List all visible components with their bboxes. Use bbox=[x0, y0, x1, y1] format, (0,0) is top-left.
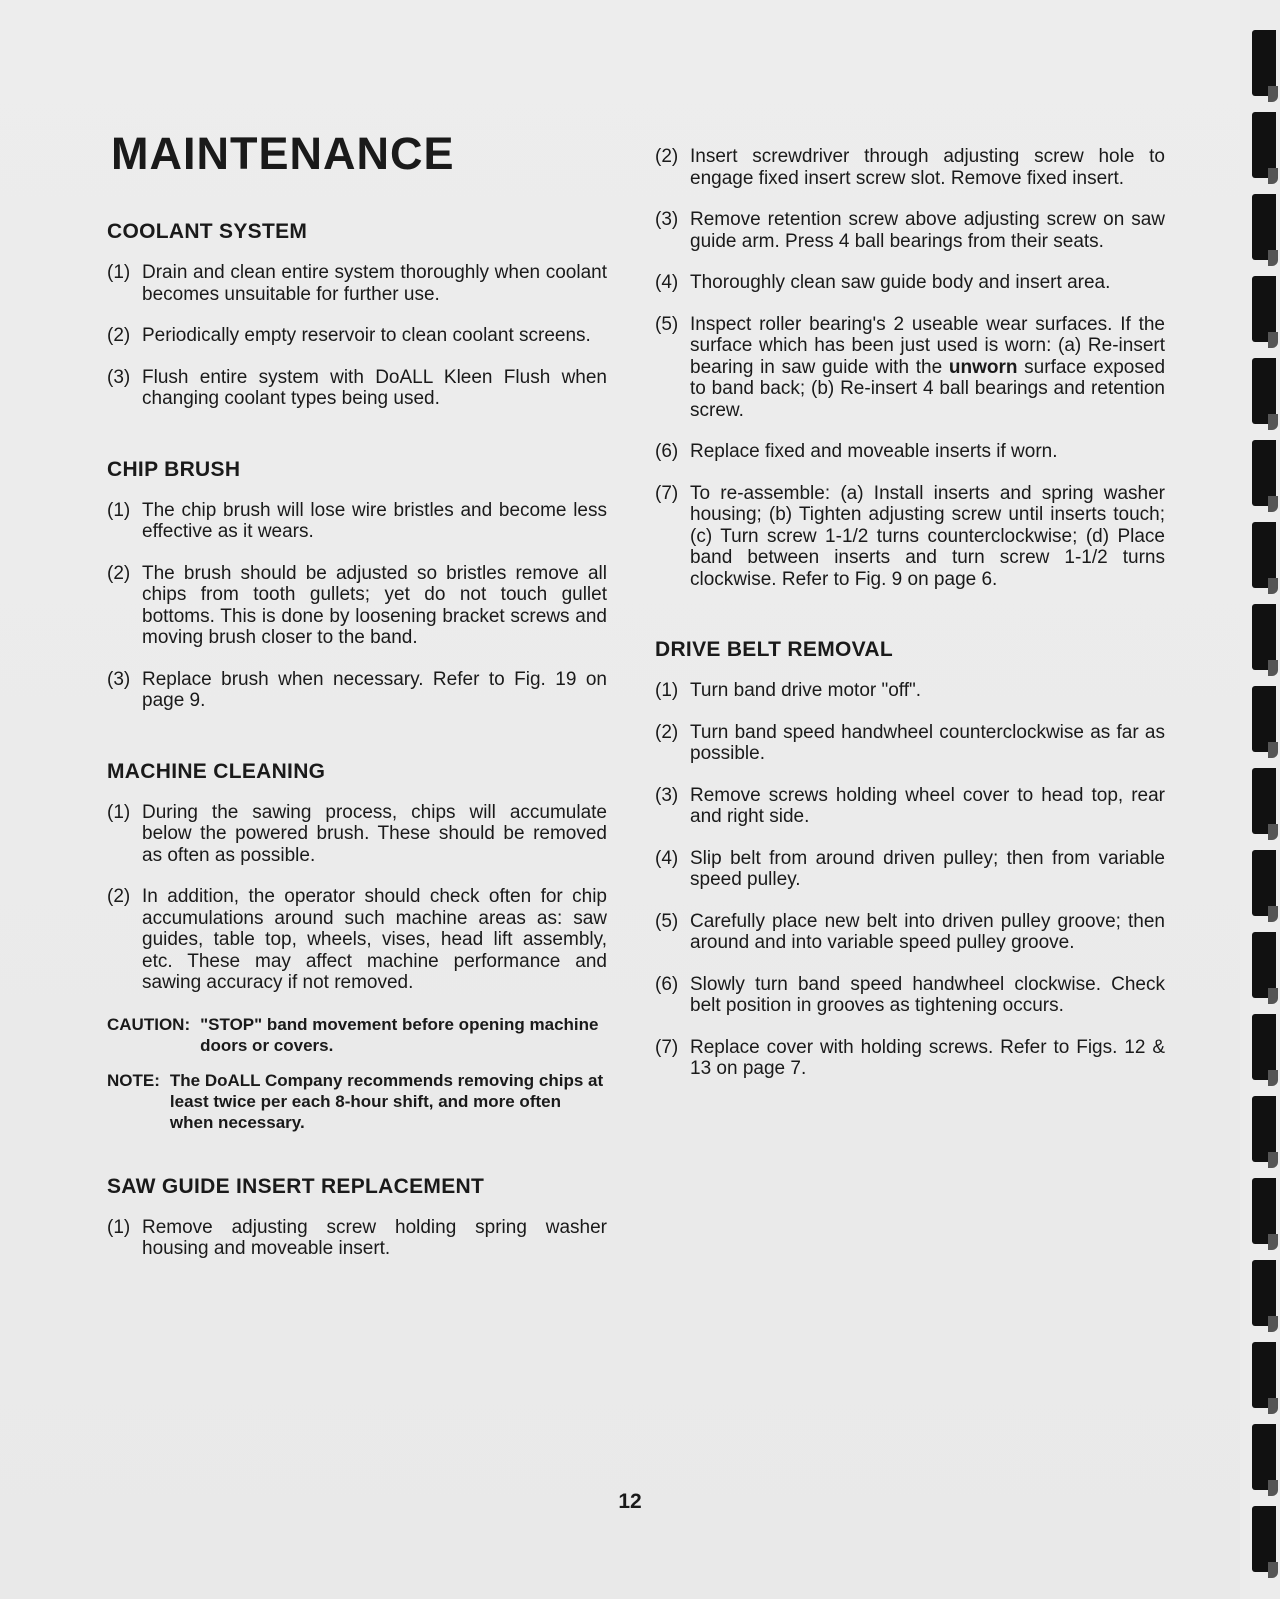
item-number: (6) bbox=[655, 973, 679, 995]
page-title: MAINTENANCE bbox=[111, 128, 455, 179]
item-text: Drain and clean entire system thoroughly when coolant becomes unsuitable for further use. bbox=[142, 262, 607, 305]
item-text-bold: unworn bbox=[948, 356, 1018, 378]
binding-ring bbox=[1252, 1014, 1276, 1080]
binding-ring bbox=[1252, 1178, 1276, 1244]
binding-ring bbox=[1252, 932, 1276, 998]
binding-ring bbox=[1252, 1506, 1276, 1572]
binding-ring bbox=[1252, 1424, 1276, 1490]
list-item bbox=[107, 1217, 607, 1260]
list-item bbox=[655, 848, 1165, 891]
note-text: The DoALL Company recommends removing chips at least twice per each 8-hour shift, and more often when necessary. bbox=[169, 1070, 604, 1132]
binding-ring bbox=[1252, 1096, 1276, 1162]
left-column bbox=[107, 220, 607, 1280]
item-text: Carefully place new belt into driven pulley groove; then around and into variable speed pulley groove. bbox=[690, 910, 1165, 953]
caution-label: CAUTION: bbox=[107, 1014, 191, 1034]
right-column bbox=[655, 146, 1165, 1100]
item-text: During the sawing process, chips will accumulate below the powered brush. These should be removed as often as possible. bbox=[142, 801, 607, 866]
item-number: (3) bbox=[107, 366, 131, 388]
item-text: Flush entire system with DoALL Kleen Flush when changing coolant types being used. bbox=[142, 366, 607, 409]
item-text: Slip belt from around driven pulley; then from variable speed pulley. bbox=[690, 847, 1165, 890]
item-text: Turn band speed handwheel counterclockwise as far as possible. bbox=[690, 721, 1165, 764]
item-number: (5) bbox=[655, 313, 679, 335]
item-number: (4) bbox=[655, 272, 679, 293]
section-heading: MACHINE CLEANING bbox=[107, 759, 326, 783]
item-number: (3) bbox=[655, 209, 679, 230]
caution-note bbox=[107, 1014, 607, 1056]
item-number: (6) bbox=[655, 441, 679, 462]
section-heading: COOLANT SYSTEM bbox=[107, 220, 308, 243]
binding-ring bbox=[1252, 1260, 1276, 1326]
item-number: (1) bbox=[107, 1216, 131, 1238]
item-text: Turn band drive motor "off". bbox=[690, 680, 922, 701]
list-item bbox=[655, 680, 1165, 702]
item-text-part: Inspect roller bearing's 2 useable wear surfaces. If the surface which has been just used is worn: (a) Re-insert bearing in saw guide with the bbox=[690, 313, 1165, 378]
item-number: (2) bbox=[107, 325, 131, 346]
list-item bbox=[655, 1037, 1165, 1080]
list-item bbox=[655, 483, 1165, 591]
binding-ring bbox=[1252, 276, 1276, 342]
section-saw-guide-continued bbox=[655, 146, 1165, 590]
list-item bbox=[655, 785, 1165, 828]
spiral-binding bbox=[1240, 0, 1280, 1599]
caution-text: "STOP" band movement before opening machine doors or covers. bbox=[200, 1014, 599, 1055]
list-item bbox=[107, 669, 607, 712]
item-number: (3) bbox=[107, 668, 131, 690]
section-chip-brush bbox=[107, 458, 607, 712]
binding-ring bbox=[1252, 522, 1276, 588]
section-heading: CHIP BRUSH bbox=[107, 457, 241, 481]
item-text: Replace fixed and moveable inserts if worn. bbox=[690, 441, 1058, 462]
item-number: (7) bbox=[655, 482, 679, 504]
binding-ring bbox=[1252, 30, 1276, 96]
item-text: Periodically empty reservoir to clean coolant screens. bbox=[142, 325, 591, 346]
list-item bbox=[107, 886, 607, 994]
binding-ring bbox=[1252, 1342, 1276, 1408]
section-heading: SAW GUIDE INSERT REPLACEMENT bbox=[107, 1174, 485, 1198]
binding-ring bbox=[1252, 194, 1276, 260]
item-text: The brush should be adjusted so bristles remove all chips from tooth gullets; yet do not touch gullet bottoms. This is done by loosening bracket screws and moving brush closer to the band. bbox=[142, 562, 607, 648]
list-item bbox=[655, 209, 1165, 252]
item-number: (2) bbox=[655, 721, 679, 743]
binding-ring bbox=[1252, 604, 1276, 670]
list-item bbox=[107, 500, 607, 543]
item-number: (4) bbox=[655, 847, 679, 869]
item-number: (2) bbox=[655, 146, 679, 167]
binding-ring bbox=[1252, 440, 1276, 506]
item-number: (1) bbox=[107, 262, 131, 283]
note bbox=[107, 1070, 607, 1133]
item-number: (7) bbox=[655, 1036, 679, 1058]
item-number: (2) bbox=[107, 886, 131, 907]
item-text: Remove adjusting screw holding spring washer housing and moveable insert. bbox=[142, 1216, 607, 1259]
list-item bbox=[655, 722, 1165, 765]
list-item bbox=[655, 272, 1165, 294]
item-text: Replace cover with holding screws. Refer to Figs. 12 & 13 on page 7. bbox=[690, 1036, 1165, 1079]
item-number: (5) bbox=[655, 910, 679, 932]
item-number: (3) bbox=[655, 784, 679, 806]
page-number: 12 bbox=[618, 1490, 642, 1513]
list-item bbox=[107, 563, 607, 649]
item-text: Slowly turn band speed handwheel clockwise. Check belt position in grooves as tightening occurs. bbox=[690, 973, 1165, 1016]
binding-ring bbox=[1252, 768, 1276, 834]
binding-ring bbox=[1252, 686, 1276, 752]
list-item bbox=[107, 367, 607, 410]
item-text bbox=[690, 314, 1165, 422]
binding-ring bbox=[1252, 112, 1276, 178]
item-text: Remove retention screw above adjusting screw on saw guide arm. Press 4 ball bearings from their seats. bbox=[690, 209, 1165, 252]
section-drive-belt-removal bbox=[655, 638, 1165, 1080]
section-coolant-system bbox=[107, 220, 607, 410]
list-item bbox=[655, 314, 1165, 422]
item-number: (2) bbox=[107, 562, 131, 584]
item-text: Replace brush when necessary. Refer to Fig. 19 on page 9. bbox=[142, 668, 607, 711]
item-text: Insert screwdriver through adjusting screw hole to engage fixed insert screw slot. Remove fixed insert. bbox=[690, 146, 1165, 189]
section-saw-guide-insert-replacement bbox=[107, 1175, 607, 1260]
binding-ring bbox=[1252, 358, 1276, 424]
list-item bbox=[107, 325, 607, 347]
item-text-part: surface exposed to band back; (b) Re-insert 4 ball bearings and retention screw. bbox=[690, 356, 1166, 421]
item-text: The chip brush will lose wire bristles and become less effective as it wears. bbox=[142, 499, 607, 542]
item-number: (1) bbox=[107, 801, 131, 823]
item-text: Thoroughly clean saw guide body and insert area. bbox=[690, 272, 1111, 293]
section-heading: DRIVE BELT REMOVAL bbox=[655, 638, 893, 661]
item-number: (1) bbox=[655, 680, 679, 701]
list-item bbox=[655, 146, 1165, 189]
item-text: In addition, the operator should check often for chip accumulations around such machine areas as: saw guides, table top, wheels, vises, head lift assembly, etc. These may affect machine performance and sawing accuracy if not removed. bbox=[142, 886, 607, 993]
item-number: (1) bbox=[107, 499, 131, 521]
list-item bbox=[655, 974, 1165, 1017]
note-label: NOTE: bbox=[107, 1070, 160, 1090]
item-text: Remove screws holding wheel cover to head top, rear and right side. bbox=[690, 784, 1165, 827]
list-item bbox=[107, 802, 607, 867]
item-text: To re-assemble: (a) Install inserts and spring washer housing; (b) Tighten adjusting screw until inserts touch; (c) Turn screw 1-1/2 turns counterclockwise; (d) Place band between inserts and turn screw 1-1/2 turns clockwise. Refer to Fig. 9 on page 6. bbox=[690, 482, 1165, 590]
binding-ring bbox=[1252, 850, 1276, 916]
section-machine-cleaning bbox=[107, 760, 607, 1133]
list-item bbox=[107, 262, 607, 305]
list-item bbox=[655, 911, 1165, 954]
list-item bbox=[655, 441, 1165, 463]
